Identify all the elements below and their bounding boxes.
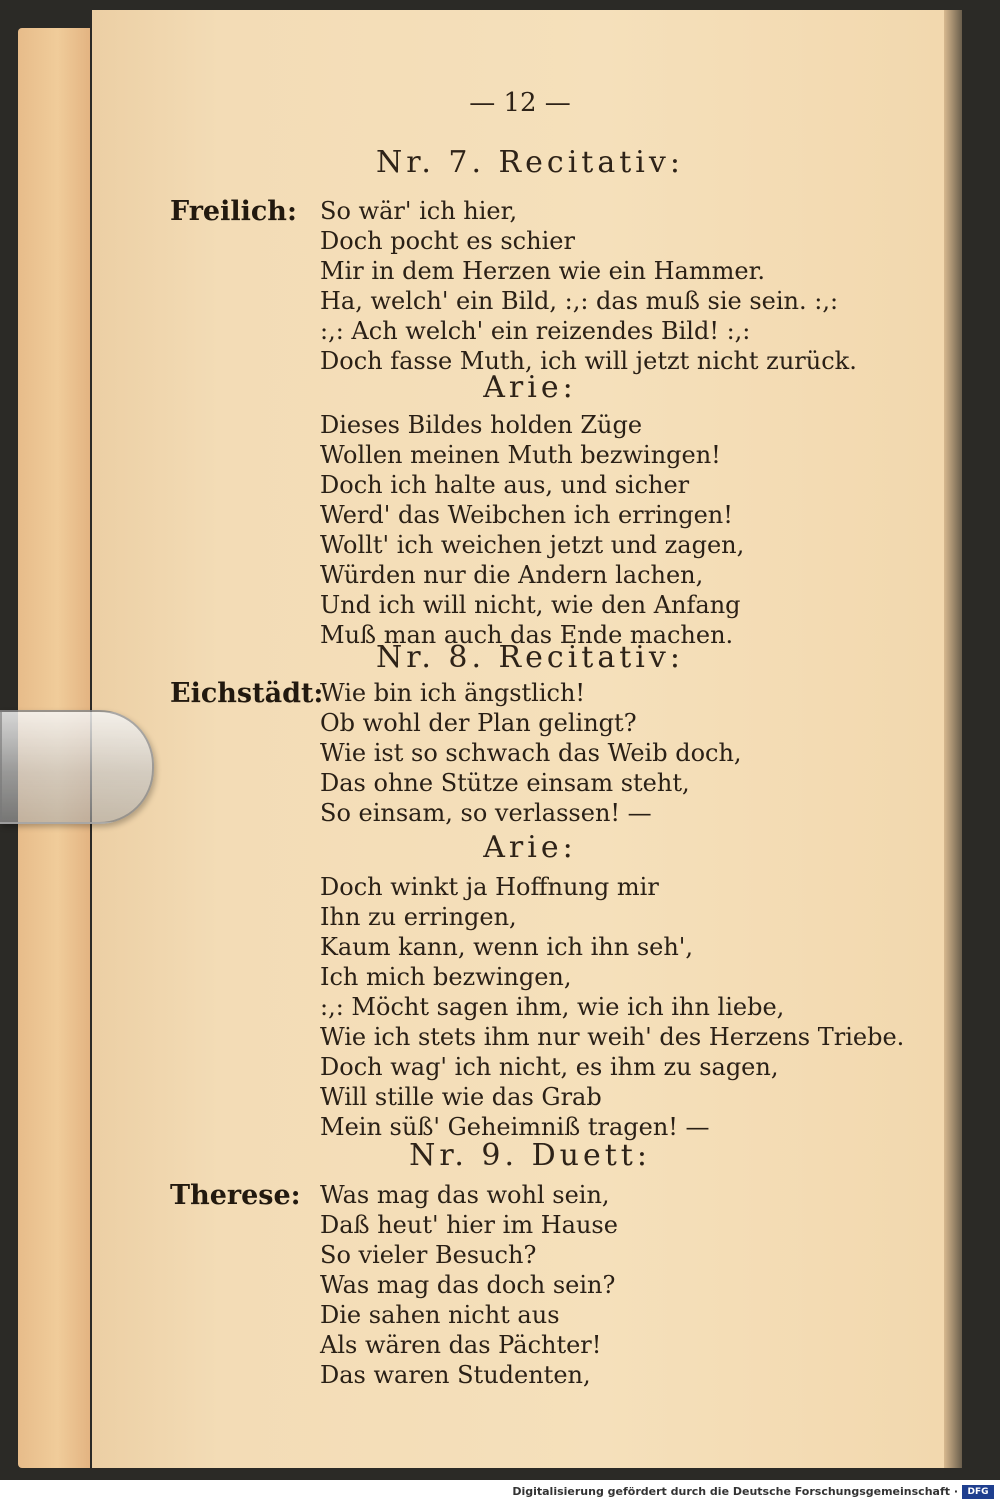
verse-line: Will stille wie das Grab bbox=[320, 1083, 602, 1111]
speaker-name: Eichstädt: bbox=[170, 678, 324, 709]
verse-line: Das ohne Stütze einsam steht, bbox=[320, 769, 690, 797]
page-number: — 12 — bbox=[469, 88, 571, 118]
verse-block bbox=[320, 410, 880, 650]
verse-line: So vieler Besuch? bbox=[320, 1241, 537, 1269]
section-heading: Arie: bbox=[483, 830, 577, 865]
verse-line: Kaum kann, wenn ich ihn seh', bbox=[320, 933, 694, 961]
verse-line: Als wären das Pächter! bbox=[320, 1331, 602, 1359]
verse-line: Mir in dem Herzen wie ein Hammer. bbox=[320, 257, 766, 285]
verse-line: Die sahen nicht aus bbox=[320, 1301, 560, 1329]
verse-block bbox=[320, 196, 880, 376]
speaker-name: Freilich: bbox=[170, 196, 297, 227]
section-heading: Nr. 7. Recitativ: bbox=[376, 145, 684, 180]
verse-line: Muß man auch das Ende machen. bbox=[320, 621, 734, 649]
verse-line: Doch winkt ja Hoffnung mir bbox=[320, 873, 659, 901]
section-heading: Nr. 9. Duett: bbox=[409, 1138, 651, 1173]
verse-line: Dieses Bildes holden Züge bbox=[320, 411, 643, 439]
verse-line: Was mag das wohl sein, bbox=[320, 1181, 610, 1209]
verse-block bbox=[320, 1180, 880, 1390]
verse-line: Ich mich bezwingen, bbox=[320, 963, 572, 991]
verse-line: Doch ich halte aus, und sicher bbox=[320, 471, 690, 499]
verse-line: So wär' ich hier, bbox=[320, 197, 518, 225]
verse-line: Wie bin ich ängstlich! bbox=[320, 679, 586, 707]
verse-line: Wie ist so schwach das Weib doch, bbox=[320, 739, 742, 767]
verse-line: Das waren Studenten, bbox=[320, 1361, 591, 1389]
verse-line: Würden nur die Andern lachen, bbox=[320, 561, 704, 589]
verse-line: Doch pocht es schier bbox=[320, 227, 575, 255]
verse-line: So einsam, so verlassen! — bbox=[320, 799, 652, 827]
verse-line: Ha, welch' ein Bild, :,: das muß sie sein. :,: bbox=[320, 287, 839, 315]
glass-page-weight bbox=[0, 710, 154, 824]
verse-line: Wollen meinen Muth bezwingen! bbox=[320, 441, 721, 469]
verse-line: Wie ich stets ihm nur weih' des Herzens Triebe. bbox=[320, 1023, 905, 1051]
verse-line: Werd' das Weibchen ich erringen! bbox=[320, 501, 733, 529]
footer-bar bbox=[0, 1482, 1000, 1503]
section-heading: Arie: bbox=[483, 370, 577, 405]
verse-line: :,: Möcht sagen ihm, wie ich ihn liebe, bbox=[320, 993, 785, 1021]
verse-block bbox=[320, 872, 905, 1142]
speaker-name: Therese: bbox=[170, 1180, 301, 1211]
verse-line: Wollt' ich weichen jetzt und zagen, bbox=[320, 531, 745, 559]
verse-line: Mein süß' Geheimniß tragen! — bbox=[320, 1113, 710, 1141]
verse-line: Ob wohl der Plan gelingt? bbox=[320, 709, 637, 737]
section-heading: Nr. 8. Recitativ: bbox=[376, 640, 684, 675]
verse-line: Doch fasse Muth, ich will jetzt nicht zurück. bbox=[320, 347, 857, 375]
dfg-logo-icon: DFG bbox=[962, 1485, 994, 1499]
verse-line: Was mag das doch sein? bbox=[320, 1271, 616, 1299]
funding-credit: Digitalisierung gefördert durch die Deutsche Forschungsgemeinschaft · bbox=[512, 1485, 958, 1498]
verse-block bbox=[320, 678, 880, 828]
verse-line: Daß heut' hier im Hause bbox=[320, 1211, 618, 1239]
gutter-shadow bbox=[944, 10, 962, 1468]
verse-line: Und ich will nicht, wie den Anfang bbox=[320, 591, 741, 619]
verse-line: :,: Ach welch' ein reizendes Bild! :,: bbox=[320, 317, 751, 345]
verse-line: Doch wag' ich nicht, es ihm zu sagen, bbox=[320, 1053, 779, 1081]
verse-line: Ihn zu erringen, bbox=[320, 903, 517, 931]
